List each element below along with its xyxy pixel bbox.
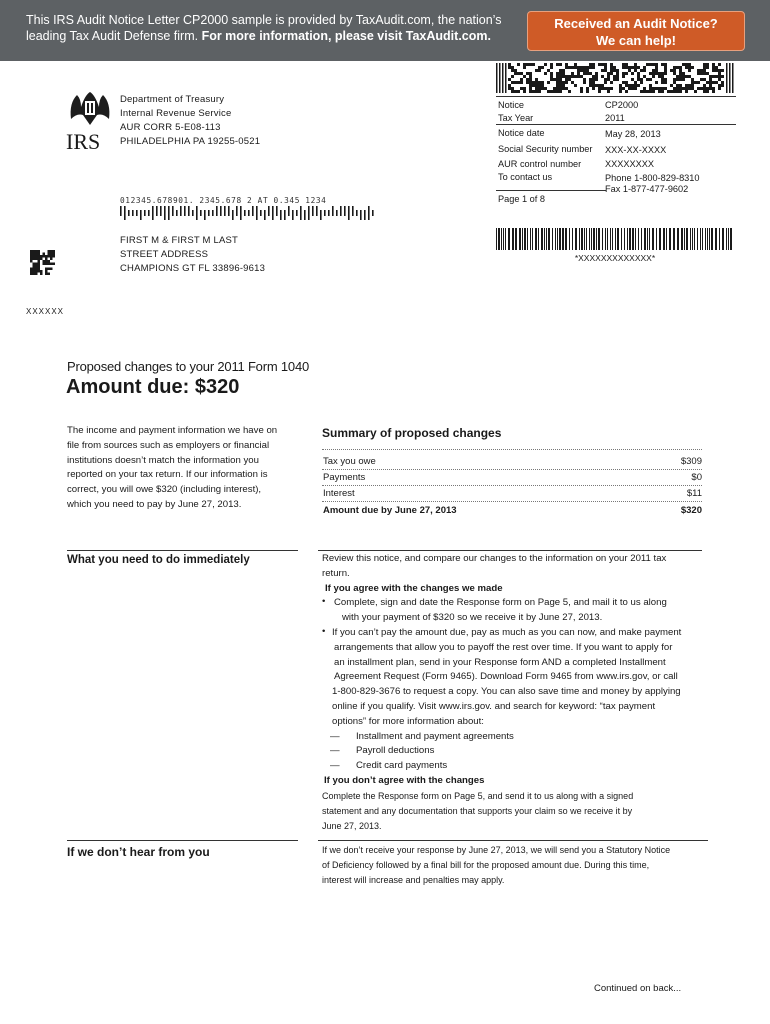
section-rule [67, 550, 298, 551]
recipient-street: STREET ADDRESS [120, 249, 209, 260]
intro-line: correct, you will owe $320 (including interest), [67, 484, 262, 496]
page-number: Page 1 of 8 [498, 194, 545, 204]
tax-year-value: 2011 [605, 113, 625, 123]
dash-item-label: Credit card payments [356, 760, 448, 772]
ssn-value: XXX-XX-XXXX [605, 145, 667, 155]
contact-fax: Fax 1-877-477-9602 [605, 184, 689, 194]
address-line: PHILADELPHIA PA 19255-0521 [120, 136, 261, 147]
bullet-line: arrangements that allow you to payoff the rest over time. If you want to apply for [334, 641, 673, 653]
no-response-line: interest will increase and penalties may apply. [322, 875, 505, 885]
intro-line: The income and payment information we have on [67, 425, 278, 436]
tax-year-label: Tax Year [498, 113, 534, 123]
audit-help-button[interactable] [527, 11, 745, 51]
summary-rule [322, 469, 702, 470]
dash-icon: — [330, 745, 340, 757]
summary-row-value: $309 [680, 456, 702, 467]
agree-bullet-2 [322, 626, 712, 730]
irs-address [120, 93, 260, 149]
notice-date-value: May 28, 2013 [605, 129, 661, 139]
immediate-intro-line: return. [322, 567, 350, 579]
proposed-changes-title: Proposed changes to your 2011 Form 1040 [67, 359, 310, 374]
summary-total-label: Amount due by June 27, 2013 [323, 505, 457, 516]
intro-line: reported on your tax return. If our information is [67, 469, 268, 481]
recipient-name: FIRST M & FIRST M LAST [120, 235, 239, 246]
summary-rule [322, 501, 702, 502]
disagree-line: statement and any documentation that supports your claim so we receive it by [322, 805, 633, 816]
section-rule [318, 550, 702, 551]
summary-rule [322, 449, 702, 450]
intro-line: file from sources such as employers or financial [67, 439, 270, 451]
banner-text [26, 12, 526, 44]
section-rule [67, 840, 298, 841]
banner-line-2 [26, 28, 526, 44]
agree-heading: If you agree with the changes we made [325, 582, 503, 594]
disagree-line: Complete the Response form on Page 5, and send it to us along with a signed [322, 790, 634, 801]
dash-item [322, 730, 712, 745]
immediate-heading: What you need to do immediately [67, 554, 250, 566]
immediate-intro-line: Review this notice, and compare our changes to the information on your 2011 tax [322, 553, 667, 564]
recipient-city: CHAMPIONS GT FL 33896-9613 [120, 263, 266, 274]
summary-row-label: Interest [323, 488, 355, 499]
qr-code [30, 250, 55, 275]
barcode-caption: *XXXXXXXXXXXXX* [574, 253, 656, 263]
notice-label: Notice [498, 100, 525, 110]
intro-paragraph [67, 424, 307, 513]
summary-row [323, 471, 702, 485]
intro-line: institutions doesn’t match the information you [67, 454, 259, 466]
irs-eagle-icon [67, 89, 113, 127]
table-rule [496, 190, 606, 191]
no-response-heading: If we don’t hear from you [67, 845, 210, 859]
table-rule [496, 124, 736, 125]
bullet-line: options” for more information about: [332, 715, 484, 727]
bullet-line: Agreement Request (Form 9465). Download Form 9465 from www.irs.gov, or call [334, 671, 678, 683]
bullet-line: online if you qualify. Visit www.irs.gov. and search for keyword: “tax payment [332, 700, 656, 712]
summary-row-value: $0 [691, 472, 702, 483]
irs-logo-text: IRS [66, 129, 101, 154]
summary-row-label: Tax you owe [323, 456, 376, 467]
dash-icon: — [330, 730, 340, 742]
no-response-text [322, 843, 722, 888]
dash-item-label: Installment and payment agreements [356, 730, 514, 742]
contact-label: To contact us [498, 172, 553, 182]
summary-row [323, 455, 702, 469]
top-barcode [496, 63, 734, 93]
notice-value: CP2000 [605, 100, 639, 110]
disagree-line: June 27, 2013. [322, 820, 382, 831]
cta-line-2: We can help! [596, 33, 676, 48]
postal-barcode [120, 206, 376, 220]
summary-total-row [323, 504, 702, 518]
aur-control-value: XXXXXXXX [605, 159, 655, 169]
no-response-line: If we don’t receive your response by June 27, 2013, we will send you a Statutory Notice [322, 845, 671, 855]
bullet-line: an installment plan, send in your Response form AND a completed Installment [334, 656, 666, 668]
bullet-line: Complete, sign and date the Response form on Page 5, and mail it to us along [334, 597, 667, 609]
summary-rule [322, 485, 702, 486]
intro-line: which you need to pay by June 27, 2013. [67, 498, 242, 510]
banner-line-1: This IRS Audit Notice Letter CP2000 sample is provided by TaxAudit.com, the nation’s [26, 13, 502, 27]
routing-number: 012345.678901. 2345.678 2 AT 0.345 1234 [120, 196, 327, 205]
irs-logo [66, 89, 113, 154]
banner-line-2-text: leading Tax Audit Defense firm. [26, 29, 202, 43]
bullet-line: If you can’t pay the amount due, pay as much as you can now, and make payment [332, 626, 682, 638]
immediate-section [322, 552, 712, 834]
aur-control-label: AUR control number [498, 159, 582, 169]
disagree-heading: If you don’t agree with the changes [324, 774, 485, 786]
dash-icon: — [330, 760, 340, 772]
address-line: AUR CORR 5-E08-113 [120, 122, 221, 133]
section-rule [318, 840, 708, 841]
amount-due-heading: Amount due: $320 [66, 376, 240, 398]
summary-row-label: Payments [323, 472, 366, 483]
account-barcode [496, 228, 734, 250]
banner-more-info: For more information, please visit TaxAudit.com. [201, 29, 491, 43]
summary-total-value: $320 [680, 505, 702, 516]
summary-title: Summary of proposed changes [322, 426, 502, 440]
summary-row [323, 487, 702, 501]
agree-bullet-1 [322, 596, 712, 626]
recipient-address [120, 234, 265, 276]
summary-row-value: $11 [686, 488, 702, 499]
bullet-icon: • [322, 596, 326, 608]
ssn-label: Social Security number [498, 144, 593, 154]
x-code: XXXXXX [26, 307, 65, 316]
no-response-line: of Deficiency followed by a final bill for the proposed amount due. During this time, [322, 860, 650, 870]
dash-item-label: Payroll deductions [356, 745, 435, 757]
bullet-line: with your payment of $320 so we receive it by June 27, 2013. [342, 612, 603, 624]
bullet-icon: • [322, 625, 326, 637]
dash-item [322, 744, 712, 759]
table-rule [496, 96, 736, 97]
contact-phone: Phone 1-800-829-8310 [605, 173, 700, 183]
bullet-line: 1-800-829-3676 to request a copy. You can also save time and money by applying [332, 686, 681, 698]
cta-line-1: Received an Audit Notice? [554, 16, 718, 31]
address-line: Internal Revenue Service [120, 108, 232, 119]
notice-info-table [496, 96, 736, 204]
address-line: Department of Treasury [120, 94, 225, 105]
notice-date-label: Notice date [498, 128, 545, 138]
continued-note: Continued on back... [594, 983, 682, 994]
dash-item [322, 759, 712, 774]
